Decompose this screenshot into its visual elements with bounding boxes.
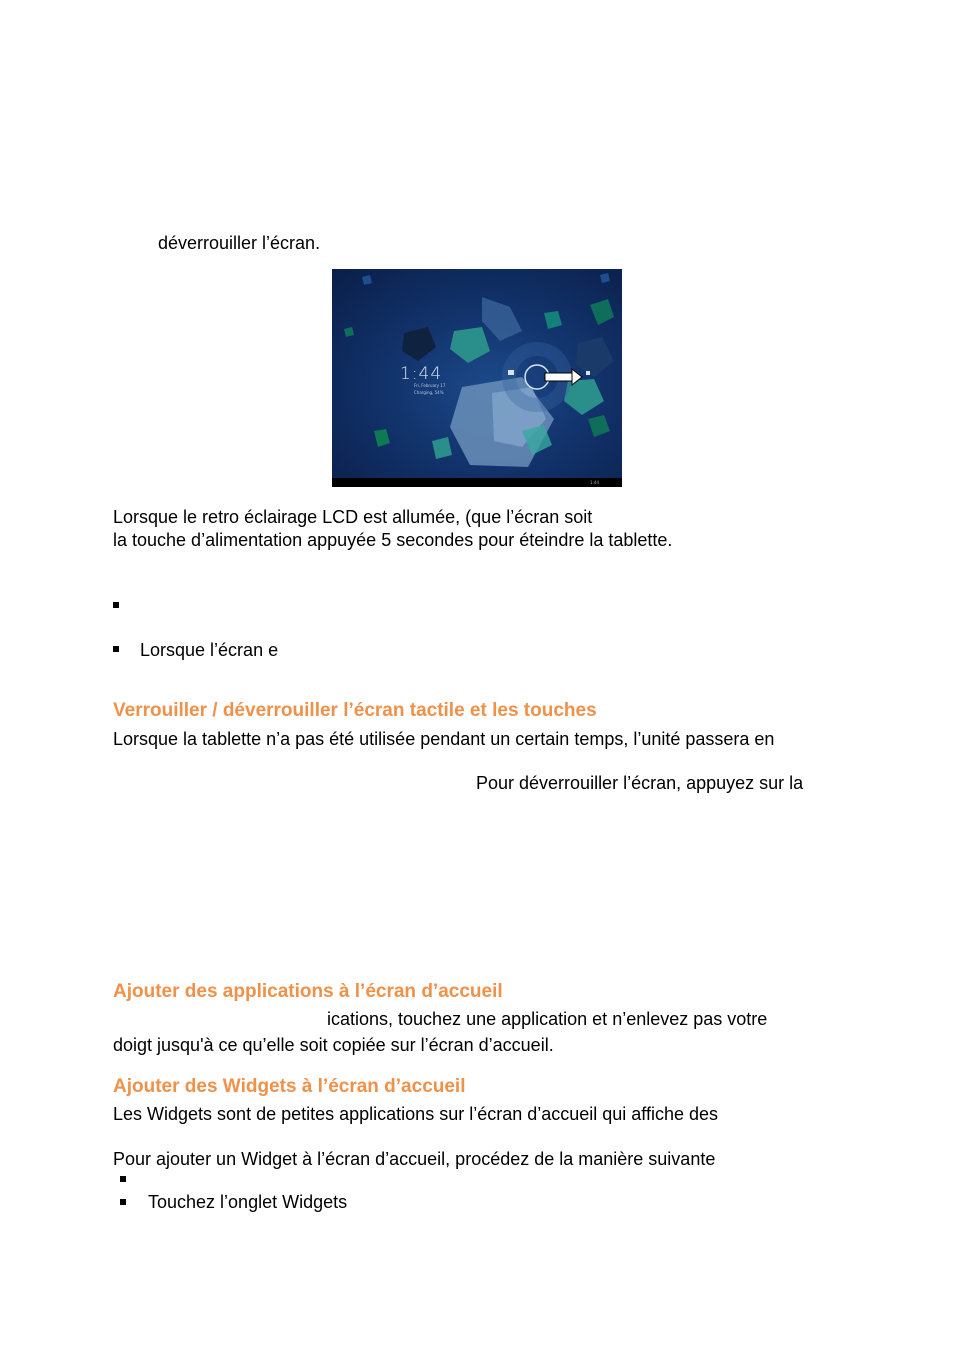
status-bar [332,478,622,487]
apps-line2: doigt jusqu'à ce qu’elle soit copiée sur l’écran d’accueil. [113,1035,554,1055]
lock-line1: Lorsque la tablette n’a pas été utilisée pendant un certain temps, l’unité passera en [113,729,775,749]
lockscreen-time: 1:44 [400,364,443,384]
para1-line2: la touche d’alimentation appuyée 5 secondes pour éteindre la tablette. [113,530,673,550]
bullet-marker [120,1199,126,1205]
lockscreen-background [332,269,622,487]
bullet-marker [113,646,119,652]
lockscreen-battery: Charging, 54% [414,390,444,395]
bullet-text: Lorsque l’écran e [140,640,279,660]
widgets-line1: Les Widgets sont de petites applications sur l’écran d’accueil qui affiche des [113,1104,719,1124]
widgets-bullet-text: Touchez l’onglet Widgets [148,1192,348,1212]
step-text: déverrouiller l’écran. [158,233,321,253]
para1-line1: Lorsque le retro éclairage LCD est allumée, (que l’écran soit [113,507,593,527]
widgets-line2: Pour ajouter un Widget à l’écran d’accueil, procédez de la manière suivante [113,1149,716,1169]
heading-widgets: Ajouter des Widgets à l’écran d’accueil [113,1076,466,1097]
lockscreen-date: Fri, February 17 [414,383,446,388]
heading-lock: Verrouiller / déverrouiller l’écran tactile et les touches [113,700,597,721]
bullet-marker [120,1176,126,1182]
status-bar-time: 1:44 [590,480,599,485]
lock-line2: Pour déverrouiller l’écran, appuyez sur la [476,773,804,793]
bullet-marker [113,602,119,608]
lockscreen-image [332,269,622,487]
apps-line1: ications, touchez une application et n’enlevez pas votre [327,1009,768,1029]
heading-apps: Ajouter des applications à l’écran d’accueil [113,981,503,1002]
